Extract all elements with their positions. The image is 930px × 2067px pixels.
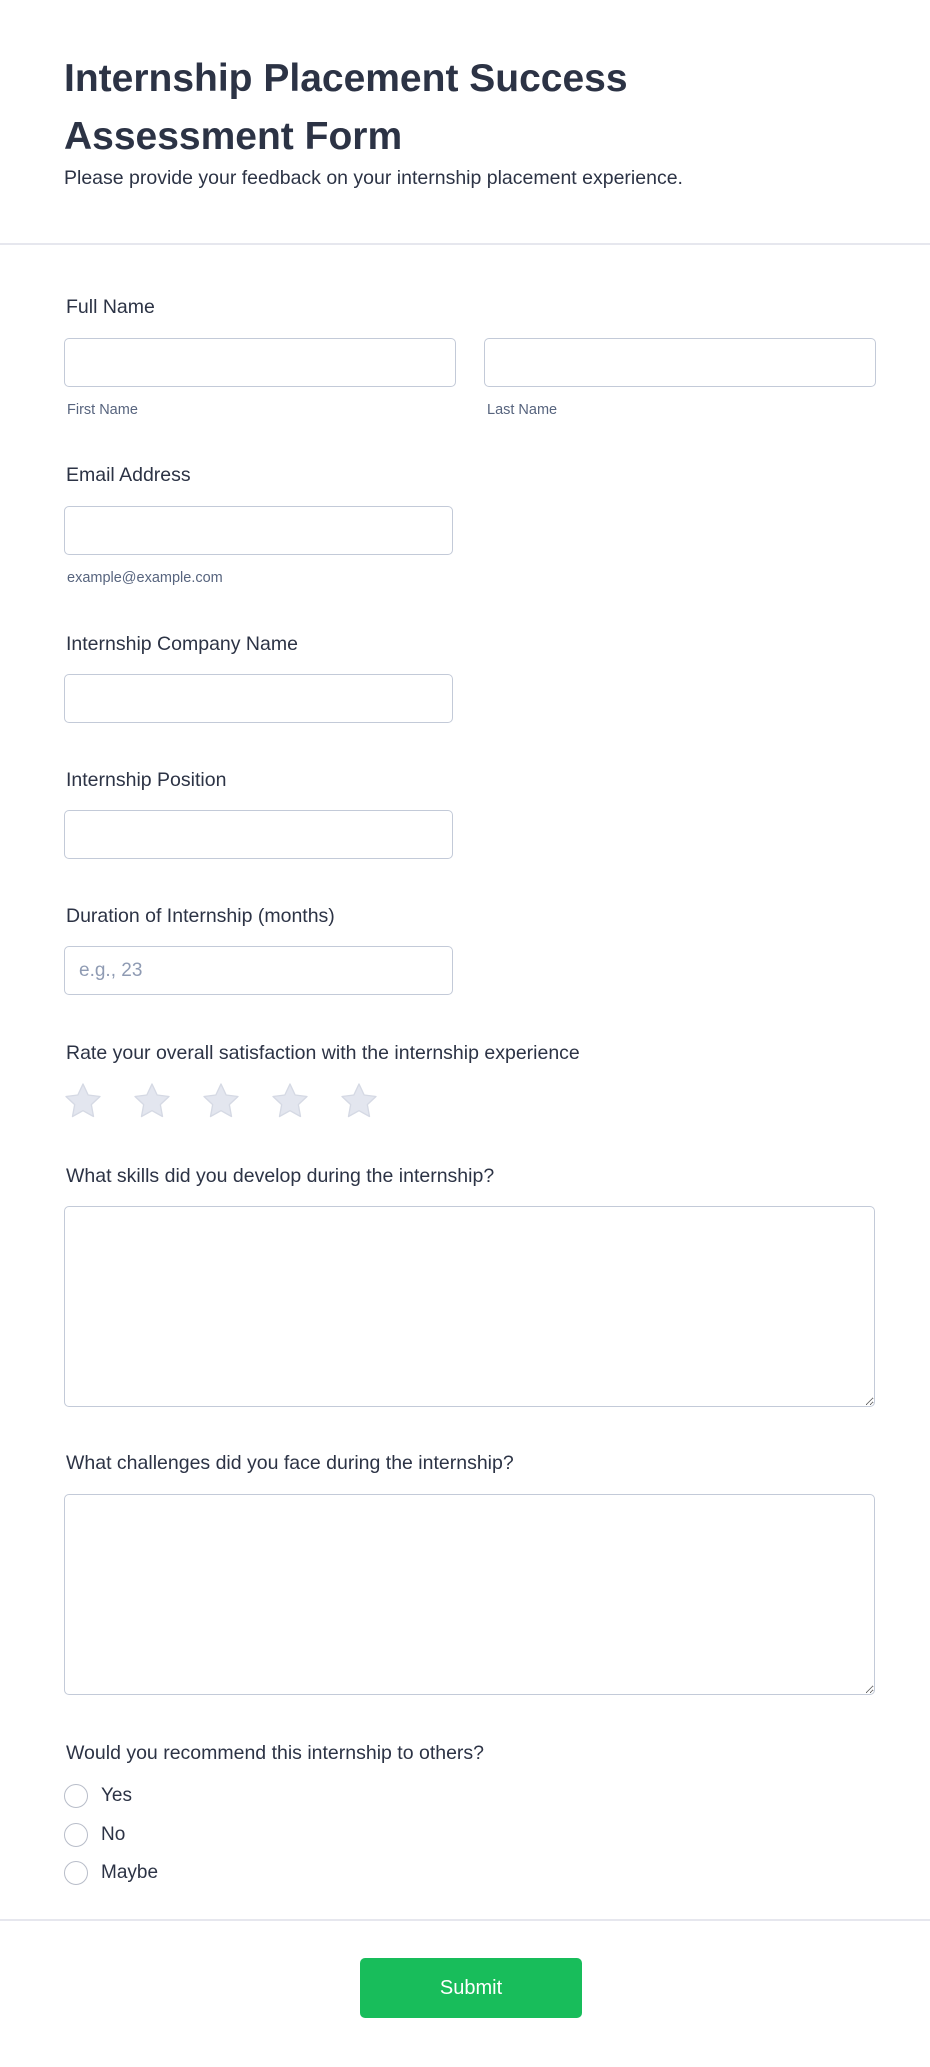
radio-maybe[interactable] <box>64 1861 88 1885</box>
first-name-input[interactable] <box>64 338 456 387</box>
duration-input[interactable] <box>64 946 453 995</box>
submit-button[interactable]: Submit <box>360 1958 582 2018</box>
rating-label: Rate your overall satisfaction with the internship experience <box>66 1042 580 1064</box>
skills-label: What skills did you develop during the internship? <box>66 1165 495 1187</box>
last-name-input[interactable] <box>484 338 876 387</box>
radio-yes[interactable] <box>64 1784 88 1808</box>
form-subtitle: Please provide your feedback on your internship placement experience. <box>64 167 683 189</box>
skills-textarea[interactable] <box>64 1206 875 1407</box>
star-icon[interactable] <box>339 1081 379 1121</box>
full-name-label: Full Name <box>66 296 155 318</box>
radio-no-label[interactable]: No <box>101 1824 126 1845</box>
duration-label: Duration of Internship (months) <box>66 905 335 927</box>
header-divider <box>0 243 930 245</box>
star-rating <box>63 1081 379 1121</box>
form-title: Internship Placement Success Assessment Form <box>64 57 628 158</box>
star-icon[interactable] <box>270 1081 310 1121</box>
radio-maybe-label[interactable]: Maybe <box>101 1862 159 1883</box>
recommend-label: Would you recommend this internship to others? <box>66 1742 485 1764</box>
challenges-label: What challenges did you face during the internship? <box>66 1452 514 1474</box>
challenges-textarea[interactable] <box>64 1494 875 1695</box>
position-input[interactable] <box>64 810 453 859</box>
email-label: Email Address <box>66 464 191 486</box>
radio-yes-label[interactable]: Yes <box>101 1785 132 1806</box>
footer-divider <box>0 1919 930 1921</box>
email-sublabel: example@example.com <box>67 570 223 586</box>
star-icon[interactable] <box>132 1081 172 1121</box>
position-label: Internship Position <box>66 769 227 791</box>
star-icon[interactable] <box>201 1081 241 1121</box>
company-label: Internship Company Name <box>66 633 298 655</box>
first-name-sublabel: First Name <box>67 402 138 418</box>
email-input[interactable] <box>64 506 453 555</box>
star-icon[interactable] <box>63 1081 103 1121</box>
company-input[interactable] <box>64 674 453 723</box>
radio-no[interactable] <box>64 1823 88 1847</box>
last-name-sublabel: Last Name <box>487 402 558 418</box>
